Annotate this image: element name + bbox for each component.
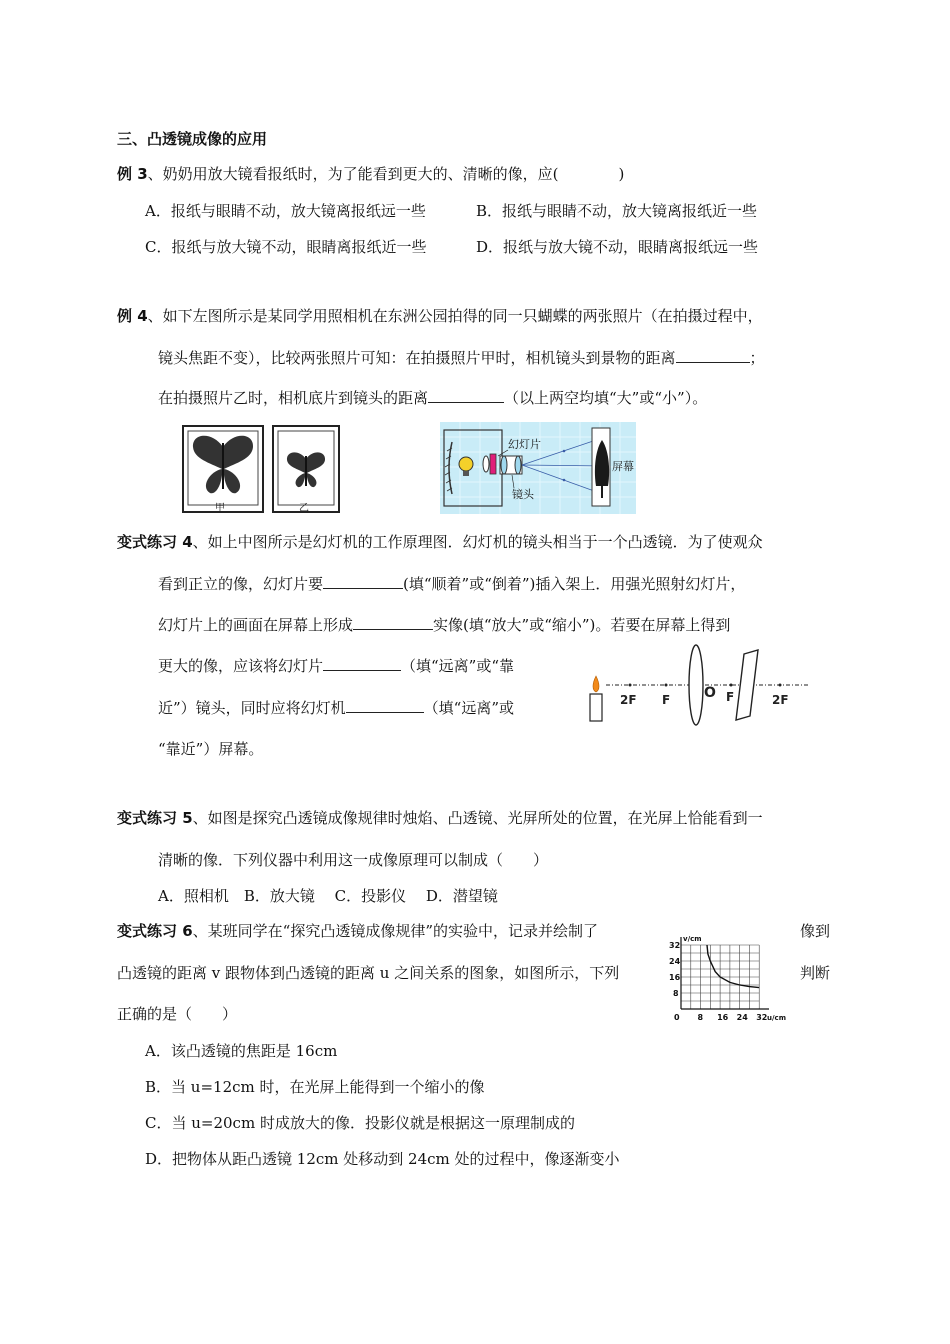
example-4-text-2b: ； [749,349,765,367]
photo-a-label: 甲 [215,503,225,514]
example-4-line-1 [117,305,763,326]
x-tick-label: 16 [717,1013,729,1022]
butterfly-photos [182,425,342,515]
right-f-label: F [726,690,735,704]
example-4-line-3 [158,387,707,408]
variant-4-line-3 [158,614,730,635]
answer-blank[interactable] [428,388,504,403]
example-3-label: 例 3 [117,165,148,183]
uv-curve [705,925,767,988]
example-4-line-2 [158,347,765,368]
y-tick-label: 8 [673,989,679,998]
variant-4-line-5 [158,697,514,718]
variant-5-label: 变式练习 5 [117,809,193,827]
variant-4-text-2a: 看到正立的像，幻灯片要 [158,575,324,593]
variant-4-text-2b: (填“顺着”或“倒着”)插入架上．用强光照射幻灯片， [403,575,746,593]
y-tick-label: 24 [669,957,681,966]
variant-5-line-2: 清晰的像．下列仪器中利用这一成像原理可以制成（ ） [158,851,549,869]
y-axis-label: v/cm [683,935,702,943]
variant-4-line-4 [158,655,514,676]
optical-bench-diagram [586,640,812,726]
variant-4-text-5a: 近”）镜头，同时应将幻灯机 [158,699,346,717]
example-3-text: 、奶奶用放大镜看报纸时，为了能看到更大的、清晰的像，应( ) [147,165,625,183]
example-3-option-a: A．报纸与眼睛不动，放大镜离报纸远一些 [145,202,426,220]
variant-4-text-5b: （填“远离”或 [423,699,515,717]
answer-blank[interactable] [323,656,401,671]
variant-5-line-1 [117,807,763,828]
example-3-option-b: B．报纸与眼睛不动，放大镜离报纸近一些 [476,202,758,220]
variant-4-text-3b: 实像(填“放大”或“缩小”)。若要在屏幕上得到 [433,616,731,634]
projector-diagram [440,422,636,514]
x-axis-label: u/cm [767,1014,786,1022]
x-tick-label: 0 [674,1013,680,1022]
variant-4-text-4b: （填“远离”或“靠 [401,657,515,675]
variant-6-text-1a: 、某班同学在“探究凸透镜成像规律”的实验中，记录并绘制了 [192,922,599,940]
slide-icon [490,454,496,474]
example-3-option-c: C．报纸与放大镜不动，眼睛离报纸近一些 [145,238,427,256]
screen-icon [736,650,758,720]
variant-4-line-6: “靠近”）屏幕。 [158,740,264,758]
example-4-label: 例 4 [117,307,148,325]
variant-4-text-1: 、如上中图所示是幻灯机的工作原理图．幻灯机的镜头相当于一个凸透镜．为了使观众 [192,533,763,551]
left-f-label: F [662,693,671,707]
answer-blank[interactable] [353,615,433,630]
y-tick-label: 16 [669,973,681,982]
y-tick-label: 32 [669,941,681,950]
answer-blank[interactable] [346,698,424,713]
convex-lens-icon [689,645,703,725]
example-4-text-3: 在拍摄照片乙时，相机底片到镜头的距离 [158,389,429,407]
variant-5-options: A．照相机 B．放大镜 C．投影仪 D．潜望镜 [158,887,498,905]
variant-5-text-1: 、如图是探究凸透镜成像规律时烛焰、凸透镜、光屏所处的位置，在光屏上恰能看到一 [192,809,763,827]
example-4-text-2: 镜头焦距不变），比较两张照片可知：在拍摄照片甲时，相机镜头到景物的距离 [158,349,676,367]
variant-6-option-c: C．当 u=20cm 时成放大的像．投影仪就是根据这一原理制成的 [145,1114,575,1132]
variant-4-text-3a: 幻灯片上的画面在屏幕上形成 [158,616,354,634]
variant-6-line-1-tail: 像到 [800,922,831,940]
variant-6-option-b: B．当 u=12cm 时，在光屏上能得到一个缩小的像 [145,1078,485,1096]
section-title: 三、凸透镜成像的应用 [117,130,268,148]
answer-blank[interactable] [323,574,403,589]
lens-label: 镜头 [512,488,534,501]
variant-6-line-2-tail: 判断 [800,964,831,982]
left-2f-label: 2F [620,693,637,707]
variant-6-line-2: 凸透镜的距离 v 跟物体到凸透镜的距离 u 之间关系的图象，如图所示，下列 [117,964,620,982]
uv-chart [664,925,804,1029]
x-tick-label: 24 [736,1013,748,1022]
x-tick-label: 32 [756,1013,768,1022]
photo-b-label: 乙 [299,503,309,514]
optical-center-label: O [704,685,716,701]
example-4-text-3b: （以上两空均填“大”或“小”）。 [504,389,708,407]
variant-6-line-3: 正确的是（ ） [117,1005,238,1023]
variant-4-text-4a: 更大的像，应该将幻灯片 [158,657,324,675]
answer-blank[interactable] [676,348,750,363]
screen-label: 屏幕 [612,460,634,473]
example-3-stem [117,163,624,184]
variant-4-line-2 [158,573,745,594]
variant-6-line-1 [117,920,598,941]
variant-4-label: 变式练习 4 [117,533,193,551]
example-4-text-1: 、如下左图所示是某同学用照相机在东洲公园拍得的同一只蝴蝶的两张照片（在拍摄过程中， [147,307,763,325]
variant-6-option-a: A．该凸透镜的焦距是 16cm [145,1042,338,1060]
example-3-option-d: D．报纸与放大镜不动，眼睛离报纸远一些 [476,238,759,256]
slide-label: 幻灯片 [508,438,541,451]
candle-icon [590,676,602,721]
variant-6-label: 变式练习 6 [117,922,193,940]
x-tick-label: 8 [697,1013,704,1022]
variant-6-option-d: D．把物体从距凸透镜 12cm 处移动到 24cm 处的过程中，像逐渐变小 [145,1150,620,1168]
right-2f-label: 2F [772,693,789,707]
variant-4-line-1 [117,531,763,552]
